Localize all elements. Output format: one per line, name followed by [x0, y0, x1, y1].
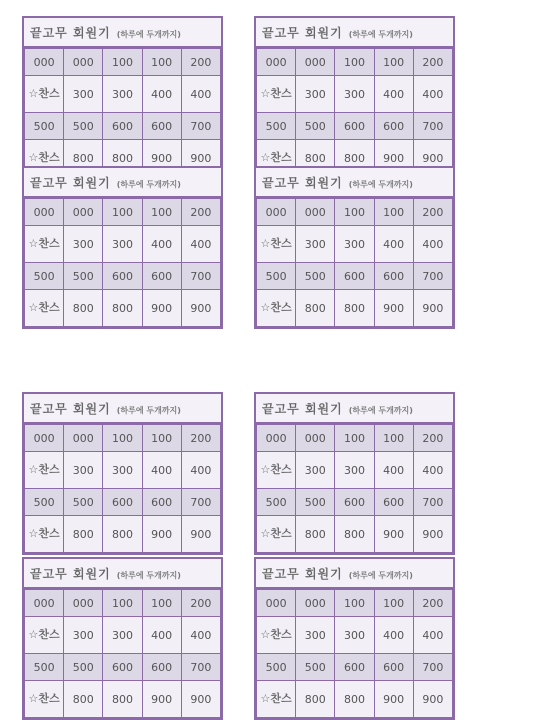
point-cell: 000 — [296, 49, 335, 76]
point-cell: 700 — [181, 113, 220, 140]
point-cell: 600 — [335, 654, 374, 681]
point-cell: 000 — [25, 425, 64, 452]
point-cell: 300 — [296, 226, 335, 263]
table-row — [257, 76, 453, 113]
chance-cell: ☆찬스 — [257, 76, 296, 113]
card-title: 끝고무 회원기 — [262, 402, 343, 416]
chance-cell: ☆찬스 — [25, 617, 64, 654]
point-cell: 500 — [64, 489, 103, 516]
point-cell: 000 — [25, 590, 64, 617]
point-cell: 900 — [374, 140, 413, 177]
card-title: 끝고무 회원기 — [30, 26, 111, 40]
point-cell: 700 — [413, 489, 452, 516]
point-cell: 400 — [142, 226, 181, 263]
point-cell: 200 — [413, 199, 452, 226]
coupon-card — [22, 392, 223, 555]
point-cell: 900 — [413, 516, 452, 553]
point-cell: 400 — [142, 76, 181, 113]
point-cell: 600 — [374, 489, 413, 516]
point-cell: 300 — [103, 226, 142, 263]
point-cell: 000 — [25, 199, 64, 226]
point-cell: 900 — [142, 290, 181, 327]
point-cell: 600 — [103, 263, 142, 290]
point-cell: 500 — [25, 654, 64, 681]
point-cell: 100 — [374, 199, 413, 226]
table-row — [257, 452, 453, 489]
point-cell: 300 — [103, 617, 142, 654]
point-cell: 400 — [374, 226, 413, 263]
table-row — [25, 617, 221, 654]
points-table — [256, 424, 453, 553]
coupon-card — [254, 557, 455, 720]
point-cell: 500 — [296, 654, 335, 681]
point-cell: 300 — [335, 76, 374, 113]
coupon-card — [22, 166, 223, 329]
coupon-card — [254, 392, 455, 555]
point-cell: 800 — [335, 681, 374, 718]
card-title: 끝고무 회원기 — [262, 176, 343, 190]
table-row — [25, 49, 221, 76]
card-title-bar — [24, 559, 221, 589]
point-cell: 200 — [181, 590, 220, 617]
point-cell: 400 — [142, 617, 181, 654]
point-cell: 400 — [413, 452, 452, 489]
points-table — [24, 589, 221, 718]
point-cell: 400 — [181, 452, 220, 489]
point-cell: 400 — [181, 226, 220, 263]
point-cell: 600 — [374, 263, 413, 290]
point-cell: 100 — [374, 425, 413, 452]
point-cell: 700 — [181, 263, 220, 290]
point-cell: 700 — [413, 113, 452, 140]
point-cell: 500 — [257, 263, 296, 290]
card-title-bar — [256, 168, 453, 198]
table-row — [25, 113, 221, 140]
point-cell: 300 — [296, 617, 335, 654]
table-row — [257, 516, 453, 553]
table-row — [257, 425, 453, 452]
point-cell: 300 — [103, 452, 142, 489]
card-title-bar — [24, 394, 221, 424]
point-cell: 500 — [64, 263, 103, 290]
card-subtitle: (하루에 두개까지) — [348, 30, 413, 39]
point-cell: 100 — [335, 49, 374, 76]
table-row — [25, 226, 221, 263]
point-cell: 600 — [142, 654, 181, 681]
point-cell: 100 — [142, 199, 181, 226]
table-row — [25, 425, 221, 452]
point-cell: 300 — [64, 617, 103, 654]
point-cell: 600 — [103, 654, 142, 681]
card-title-bar — [24, 168, 221, 198]
point-cell: 300 — [296, 76, 335, 113]
point-cell: 800 — [335, 140, 374, 177]
chance-cell: ☆찬스 — [25, 140, 64, 177]
point-cell: 500 — [257, 113, 296, 140]
coupon-card — [254, 16, 455, 179]
point-cell: 900 — [413, 681, 452, 718]
chance-cell: ☆찬스 — [257, 681, 296, 718]
point-cell: 800 — [103, 681, 142, 718]
point-cell: 700 — [181, 654, 220, 681]
card-title: 끝고무 회원기 — [262, 567, 343, 581]
point-cell: 100 — [374, 49, 413, 76]
point-cell: 100 — [103, 199, 142, 226]
point-cell: 800 — [64, 681, 103, 718]
chance-cell: ☆찬스 — [25, 226, 64, 263]
point-cell: 800 — [335, 290, 374, 327]
point-cell: 600 — [142, 113, 181, 140]
table-row — [25, 290, 221, 327]
point-cell: 300 — [335, 617, 374, 654]
points-table — [24, 48, 221, 177]
point-cell: 400 — [374, 617, 413, 654]
point-cell: 000 — [296, 199, 335, 226]
table-row — [25, 654, 221, 681]
point-cell: 100 — [103, 590, 142, 617]
point-cell: 700 — [413, 263, 452, 290]
point-cell: 900 — [181, 290, 220, 327]
point-cell: 800 — [103, 140, 142, 177]
coupon-card — [254, 166, 455, 329]
point-cell: 500 — [25, 113, 64, 140]
point-cell: 900 — [142, 516, 181, 553]
point-cell: 000 — [64, 199, 103, 226]
point-cell: 200 — [181, 425, 220, 452]
point-cell: 700 — [181, 489, 220, 516]
chance-cell: ☆찬스 — [257, 516, 296, 553]
chance-cell: ☆찬스 — [257, 140, 296, 177]
point-cell: 400 — [374, 452, 413, 489]
point-cell: 800 — [296, 681, 335, 718]
card-subtitle: (하루에 두개까지) — [116, 180, 181, 189]
table-row — [25, 452, 221, 489]
point-cell: 300 — [64, 76, 103, 113]
card-title-bar — [24, 18, 221, 48]
card-subtitle: (하루에 두개까지) — [116, 406, 181, 415]
table-row — [25, 489, 221, 516]
table-row — [257, 226, 453, 263]
table-row — [257, 290, 453, 327]
point-cell: 000 — [296, 425, 335, 452]
point-cell: 100 — [335, 425, 374, 452]
point-cell: 200 — [413, 590, 452, 617]
card-subtitle: (하루에 두개까지) — [116, 571, 181, 580]
point-cell: 800 — [64, 516, 103, 553]
point-cell: 100 — [103, 49, 142, 76]
point-cell: 900 — [413, 290, 452, 327]
point-cell: 100 — [142, 49, 181, 76]
table-row — [25, 76, 221, 113]
point-cell: 200 — [413, 425, 452, 452]
card-title: 끝고무 회원기 — [30, 176, 111, 190]
point-cell: 600 — [142, 263, 181, 290]
point-cell: 300 — [64, 452, 103, 489]
card-title-bar — [256, 559, 453, 589]
point-cell: 600 — [335, 113, 374, 140]
point-cell: 600 — [374, 113, 413, 140]
table-row — [257, 199, 453, 226]
table-row — [257, 590, 453, 617]
chance-cell: ☆찬스 — [257, 617, 296, 654]
point-cell: 000 — [257, 199, 296, 226]
point-cell: 900 — [413, 140, 452, 177]
point-cell: 600 — [374, 654, 413, 681]
table-row — [257, 654, 453, 681]
chance-cell: ☆찬스 — [25, 290, 64, 327]
card-subtitle: (하루에 두개까지) — [348, 180, 413, 189]
point-cell: 900 — [142, 681, 181, 718]
point-cell: 500 — [64, 113, 103, 140]
table-row — [257, 263, 453, 290]
card-title: 끝고무 회원기 — [30, 567, 111, 581]
point-cell: 100 — [374, 590, 413, 617]
point-cell: 400 — [413, 76, 452, 113]
chance-cell: ☆찬스 — [25, 452, 64, 489]
card-title-bar — [256, 18, 453, 48]
chance-cell: ☆찬스 — [25, 681, 64, 718]
table-row — [257, 681, 453, 718]
point-cell: 600 — [142, 489, 181, 516]
card-title-bar — [256, 394, 453, 424]
card-title: 끝고무 회원기 — [30, 402, 111, 416]
point-cell: 500 — [296, 489, 335, 516]
point-cell: 200 — [181, 49, 220, 76]
point-cell: 500 — [296, 263, 335, 290]
point-cell: 800 — [64, 140, 103, 177]
point-cell: 100 — [142, 425, 181, 452]
point-cell: 000 — [257, 590, 296, 617]
point-cell: 800 — [64, 290, 103, 327]
point-cell: 500 — [64, 654, 103, 681]
coupon-card — [22, 557, 223, 720]
point-cell: 600 — [335, 263, 374, 290]
point-cell: 300 — [64, 226, 103, 263]
point-cell: 400 — [181, 617, 220, 654]
point-cell: 900 — [181, 516, 220, 553]
table-row — [25, 681, 221, 718]
table-row — [25, 199, 221, 226]
points-table — [256, 198, 453, 327]
point-cell: 400 — [413, 226, 452, 263]
card-title: 끝고무 회원기 — [262, 26, 343, 40]
table-row — [257, 113, 453, 140]
point-cell: 400 — [142, 452, 181, 489]
point-cell: 900 — [374, 290, 413, 327]
table-row — [25, 590, 221, 617]
point-cell: 100 — [335, 199, 374, 226]
point-cell: 800 — [103, 516, 142, 553]
point-cell: 200 — [413, 49, 452, 76]
table-row — [257, 489, 453, 516]
point-cell: 300 — [296, 452, 335, 489]
points-table — [256, 48, 453, 177]
card-subtitle: (하루에 두개까지) — [348, 571, 413, 580]
point-cell: 500 — [257, 489, 296, 516]
point-cell: 100 — [103, 425, 142, 452]
chance-cell: ☆찬스 — [257, 226, 296, 263]
card-subtitle: (하루에 두개까지) — [116, 30, 181, 39]
point-cell: 700 — [413, 654, 452, 681]
point-cell: 400 — [181, 76, 220, 113]
point-cell: 900 — [181, 140, 220, 177]
point-cell: 900 — [181, 681, 220, 718]
point-cell: 900 — [142, 140, 181, 177]
point-cell: 000 — [64, 49, 103, 76]
point-cell: 100 — [335, 590, 374, 617]
point-cell: 800 — [296, 140, 335, 177]
chance-cell: ☆찬스 — [25, 76, 64, 113]
point-cell: 000 — [64, 590, 103, 617]
point-cell: 300 — [335, 226, 374, 263]
point-cell: 600 — [103, 489, 142, 516]
point-cell: 400 — [413, 617, 452, 654]
point-cell: 500 — [25, 263, 64, 290]
points-table — [24, 424, 221, 553]
card-subtitle: (하루에 두개까지) — [348, 406, 413, 415]
point-cell: 000 — [25, 49, 64, 76]
point-cell: 800 — [296, 516, 335, 553]
point-cell: 500 — [25, 489, 64, 516]
chance-cell: ☆찬스 — [257, 452, 296, 489]
point-cell: 600 — [335, 489, 374, 516]
point-cell: 000 — [257, 49, 296, 76]
point-cell: 900 — [374, 681, 413, 718]
points-table — [24, 198, 221, 327]
coupon-card — [22, 16, 223, 179]
point-cell: 800 — [335, 516, 374, 553]
point-cell: 300 — [335, 452, 374, 489]
point-cell: 400 — [374, 76, 413, 113]
point-cell: 600 — [103, 113, 142, 140]
point-cell: 300 — [103, 76, 142, 113]
points-table — [256, 589, 453, 718]
point-cell: 500 — [296, 113, 335, 140]
table-row — [257, 49, 453, 76]
chance-cell: ☆찬스 — [257, 290, 296, 327]
point-cell: 800 — [296, 290, 335, 327]
chance-cell: ☆찬스 — [25, 516, 64, 553]
point-cell: 800 — [103, 290, 142, 327]
point-cell: 100 — [142, 590, 181, 617]
table-row — [25, 263, 221, 290]
point-cell: 000 — [64, 425, 103, 452]
point-cell: 000 — [257, 425, 296, 452]
point-cell: 500 — [257, 654, 296, 681]
point-cell: 200 — [181, 199, 220, 226]
point-cell: 000 — [296, 590, 335, 617]
table-row — [257, 617, 453, 654]
table-row — [25, 516, 221, 553]
point-cell: 900 — [374, 516, 413, 553]
